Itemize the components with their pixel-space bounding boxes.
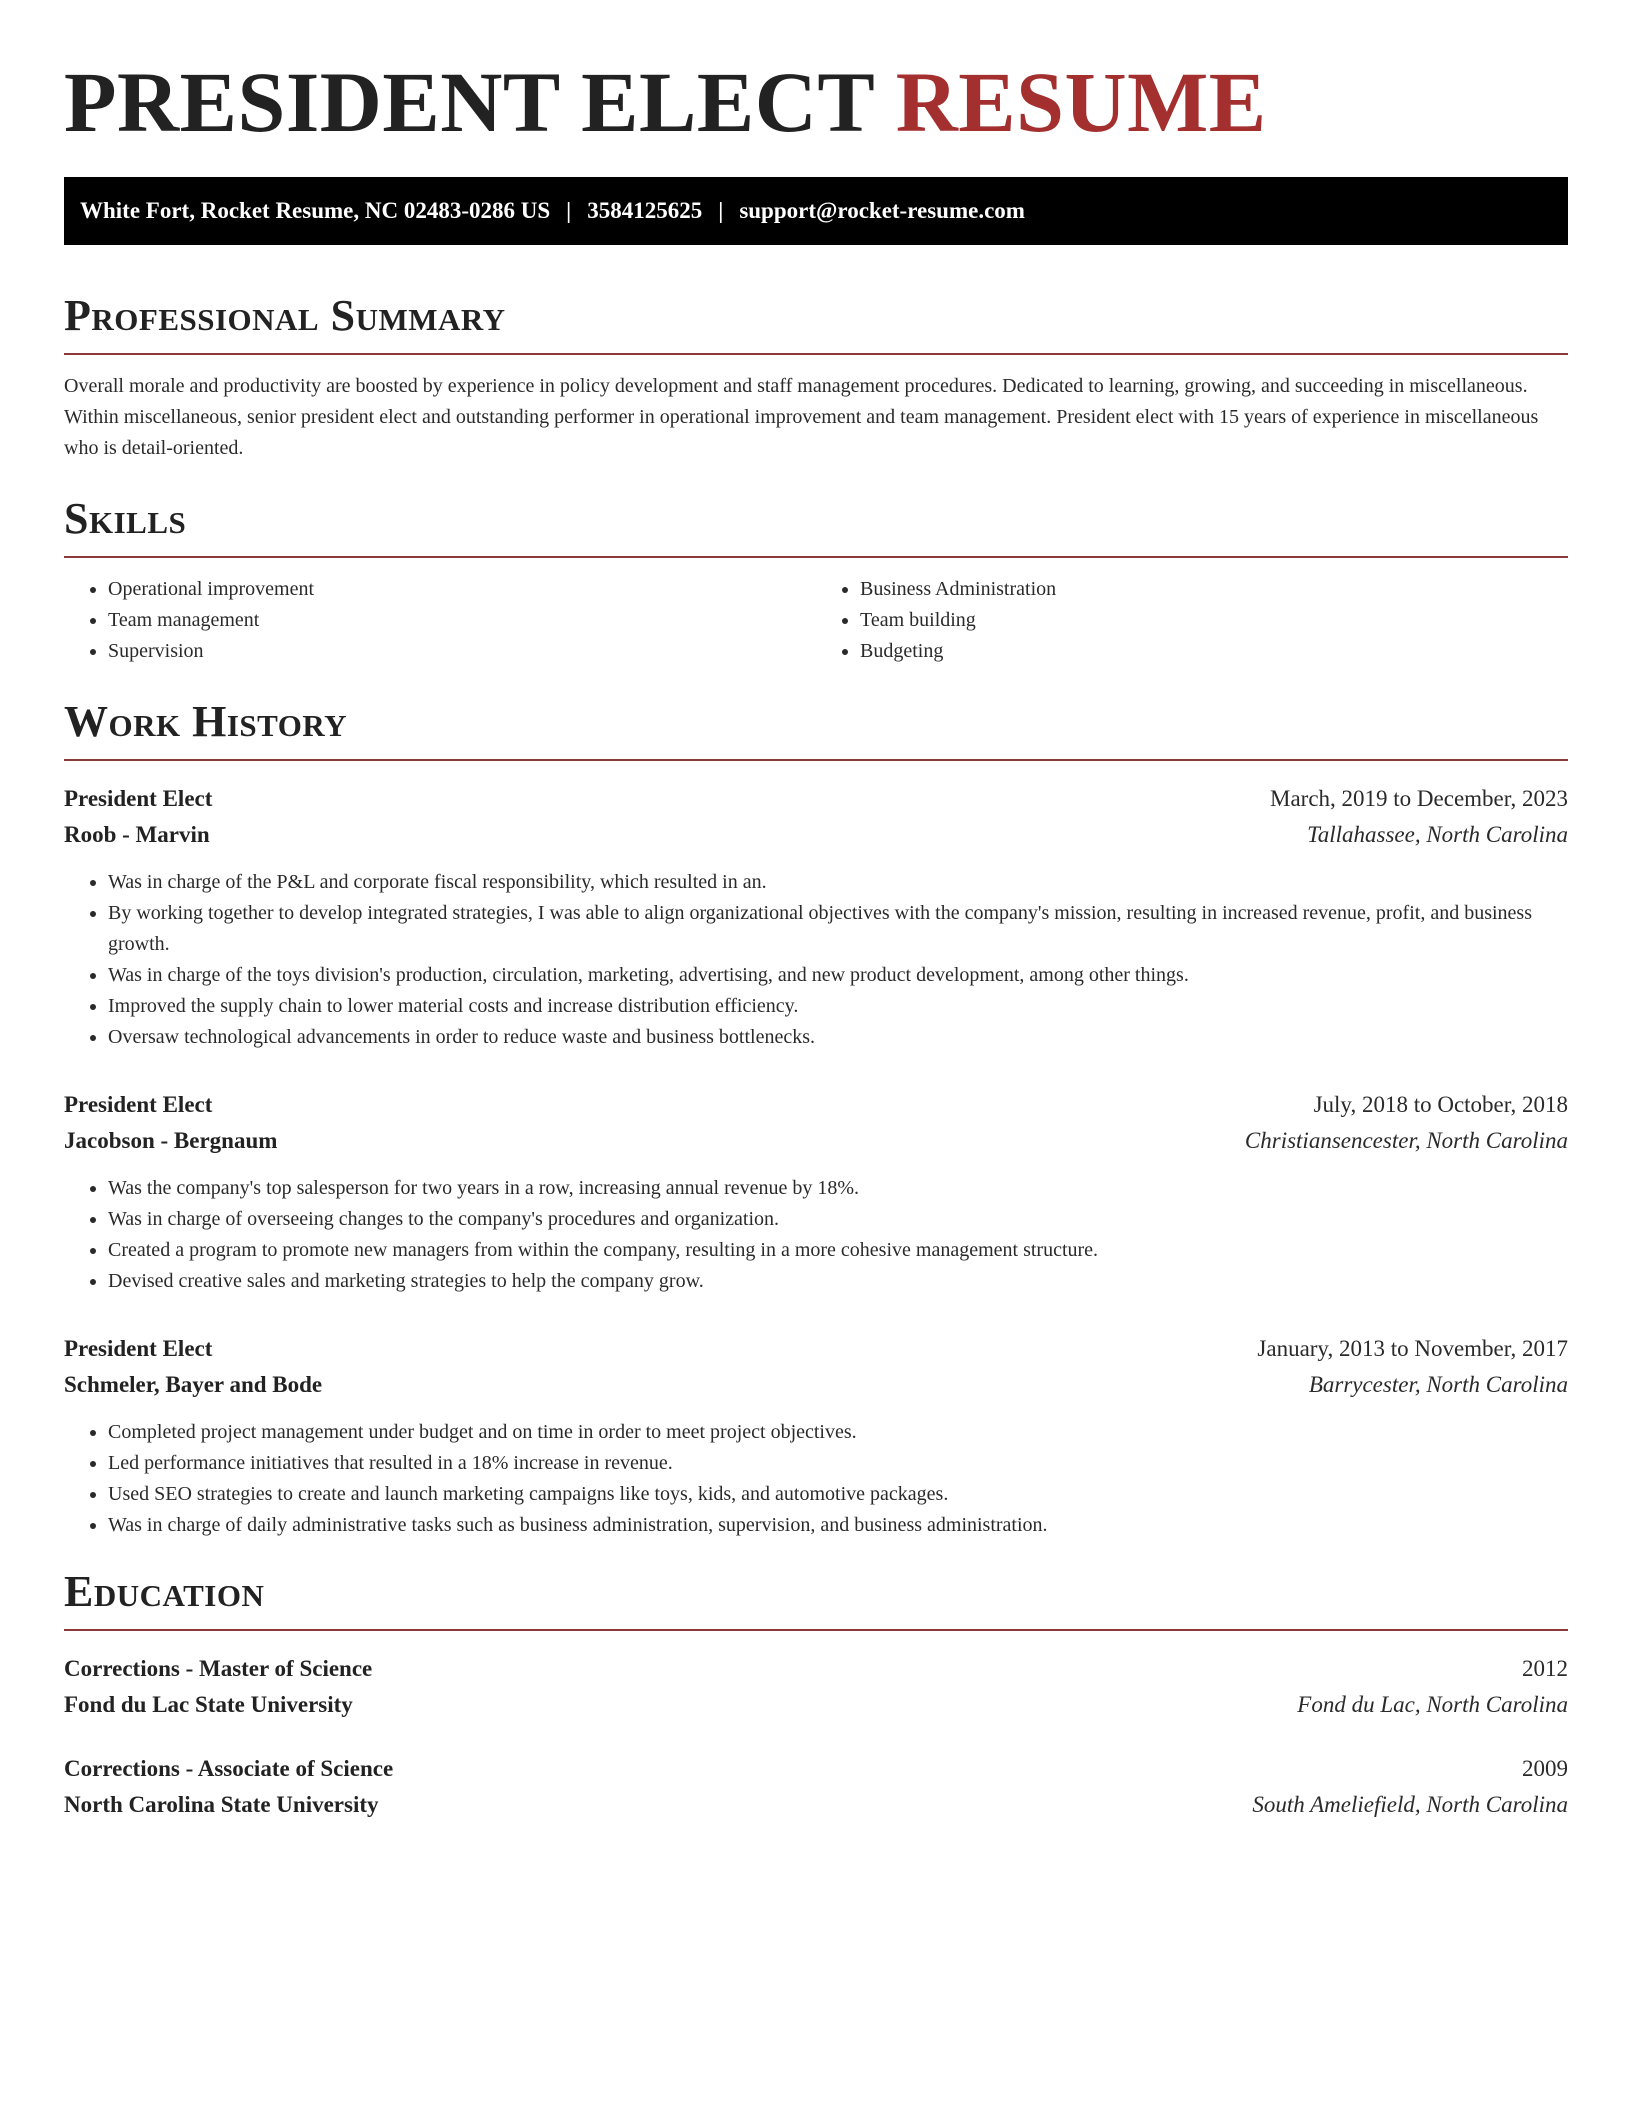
job-entry [64, 1087, 1568, 1297]
education-degree-row [64, 1751, 1568, 1787]
skill-item: • Team management [108, 605, 816, 636]
title-accent: RESUME [895, 54, 1267, 150]
skills-grid [64, 574, 1568, 667]
job-bullet: • Completed project management under budget and on time in order to meet project objectives. [108, 1417, 1568, 1448]
job-bullet: • Was in charge of daily administrative tasks such as business administration, supervision, and business administration. [108, 1510, 1568, 1541]
job-bullet: • Devised creative sales and marketing strategies to help the company grow. [108, 1266, 1568, 1297]
education-section [64, 1565, 1568, 1823]
skill-item: • Business Administration [860, 574, 1568, 605]
education-school: North Carolina State University [64, 1792, 379, 1817]
job-bullets [64, 1173, 1568, 1297]
job-bullet: • Created a program to promote new managers from within the company, resulting in a more cohesive management structure. [108, 1235, 1568, 1266]
job-company-row [64, 817, 1568, 853]
contact-separator: | [718, 198, 724, 223]
job-location: Tallahassee, North Carolina [1307, 822, 1568, 847]
job-header-row [64, 1331, 1568, 1367]
section-divider [64, 353, 1568, 355]
job-bullet: • Was in charge of the P&L and corporate fiscal responsibility, which resulted in an. [108, 867, 1568, 898]
education-year: 2012 [1522, 1656, 1568, 1681]
job-bullet: • Was the company's top salesperson for two years in a row, increasing annual revenue by 18%. [108, 1173, 1568, 1204]
education-location: Fond du Lac, North Carolina [1297, 1692, 1568, 1717]
contact-bar [64, 177, 1568, 245]
education-school-row [64, 1687, 1568, 1723]
education-degree: Corrections - Master of Science [64, 1656, 373, 1681]
education-entry [64, 1651, 1568, 1723]
job-bullet: • Improved the supply chain to lower material costs and increase distribution efficiency. [108, 991, 1568, 1022]
section-heading-education: Education [64, 1567, 265, 1616]
skill-item: • Supervision [108, 636, 816, 667]
education-degree: Corrections - Associate of Science [64, 1756, 394, 1781]
job-location: Christiansencester, North Carolina [1244, 1128, 1568, 1153]
section-heading-work-history: Work History [64, 697, 348, 746]
contact-phone: 3584125625 [587, 198, 703, 223]
job-company: Roob - Marvin [64, 822, 210, 847]
skill-item: • Budgeting [860, 636, 1568, 667]
skills-column-right [816, 574, 1568, 667]
contact-email[interactable]: support@rocket-resume.com [739, 198, 1025, 223]
summary-section [64, 289, 1568, 464]
section-divider [64, 556, 1568, 558]
job-company-row [64, 1123, 1568, 1159]
job-bullet: • Was in charge of the toys division's production, circulation, marketing, advertising, and new product development, among other things. [108, 960, 1568, 991]
education-location: South Ameliefield, North Carolina [1252, 1792, 1568, 1817]
job-title: President Elect [64, 1336, 213, 1361]
job-bullet: • Used SEO strategies to create and launch marketing campaigns like toys, kids, and automotive packages. [108, 1479, 1568, 1510]
contact-address: White Fort, Rocket Resume, NC 02483-0286 US [80, 198, 551, 223]
job-location: Barrycester, North Carolina [1308, 1372, 1568, 1397]
job-company: Schmeler, Bayer and Bode [64, 1372, 323, 1397]
job-bullet: • Led performance initiatives that resulted in a 18% increase in revenue. [108, 1448, 1568, 1479]
resume-title [64, 0, 1568, 152]
section-heading-skills: Skills [64, 494, 187, 543]
education-school: Fond du Lac State University [64, 1692, 353, 1717]
job-bullet: • Was in charge of overseeing changes to the company's procedures and organization. [108, 1204, 1568, 1235]
section-divider [64, 1629, 1568, 1631]
job-entry [64, 781, 1568, 1053]
contact-separator: | [566, 198, 572, 223]
job-company: Jacobson - Bergnaum [64, 1128, 278, 1153]
job-dates: March, 2019 to December, 2023 [1270, 786, 1568, 811]
job-header-row [64, 781, 1568, 817]
job-bullet: • Oversaw technological advancements in order to reduce waste and business bottlenecks. [108, 1022, 1568, 1053]
job-bullets [64, 867, 1568, 1053]
title-name: PRESIDENT ELECT [64, 54, 874, 150]
summary-text: Overall morale and productivity are boosted by experience in policy development and staff management procedures. Dedicated to learning, growing, and succeeding in miscellaneous. Within miscellaneous, senior president elect and outstanding performer in operational improvement and team management. President elect with 15 years of experience in miscellaneous who is detail-oriented. [64, 375, 1539, 459]
job-title: President Elect [64, 786, 213, 811]
job-dates: July, 2018 to October, 2018 [1313, 1092, 1568, 1117]
job-company-row [64, 1367, 1568, 1403]
job-bullets [64, 1417, 1568, 1541]
skills-column-left [64, 574, 816, 667]
education-school-row [64, 1787, 1568, 1823]
skills-section [64, 492, 1568, 667]
education-degree-row [64, 1651, 1568, 1687]
job-header-row [64, 1087, 1568, 1123]
skill-item: • Team building [860, 605, 1568, 636]
job-entry [64, 1331, 1568, 1541]
job-bullet: • By working together to develop integrated strategies, I was able to align organizational objectives with the company's mission, resulting in increased revenue, profit, and business growth. [108, 898, 1568, 960]
skill-item: • Operational improvement [108, 574, 816, 605]
education-year: 2009 [1522, 1756, 1568, 1781]
education-entry [64, 1751, 1568, 1823]
job-dates: January, 2013 to November, 2017 [1257, 1336, 1568, 1361]
work-history-section [64, 695, 1568, 1541]
job-title: President Elect [64, 1092, 213, 1117]
section-heading-summary: Professional Summary [64, 291, 506, 340]
section-divider [64, 759, 1568, 761]
